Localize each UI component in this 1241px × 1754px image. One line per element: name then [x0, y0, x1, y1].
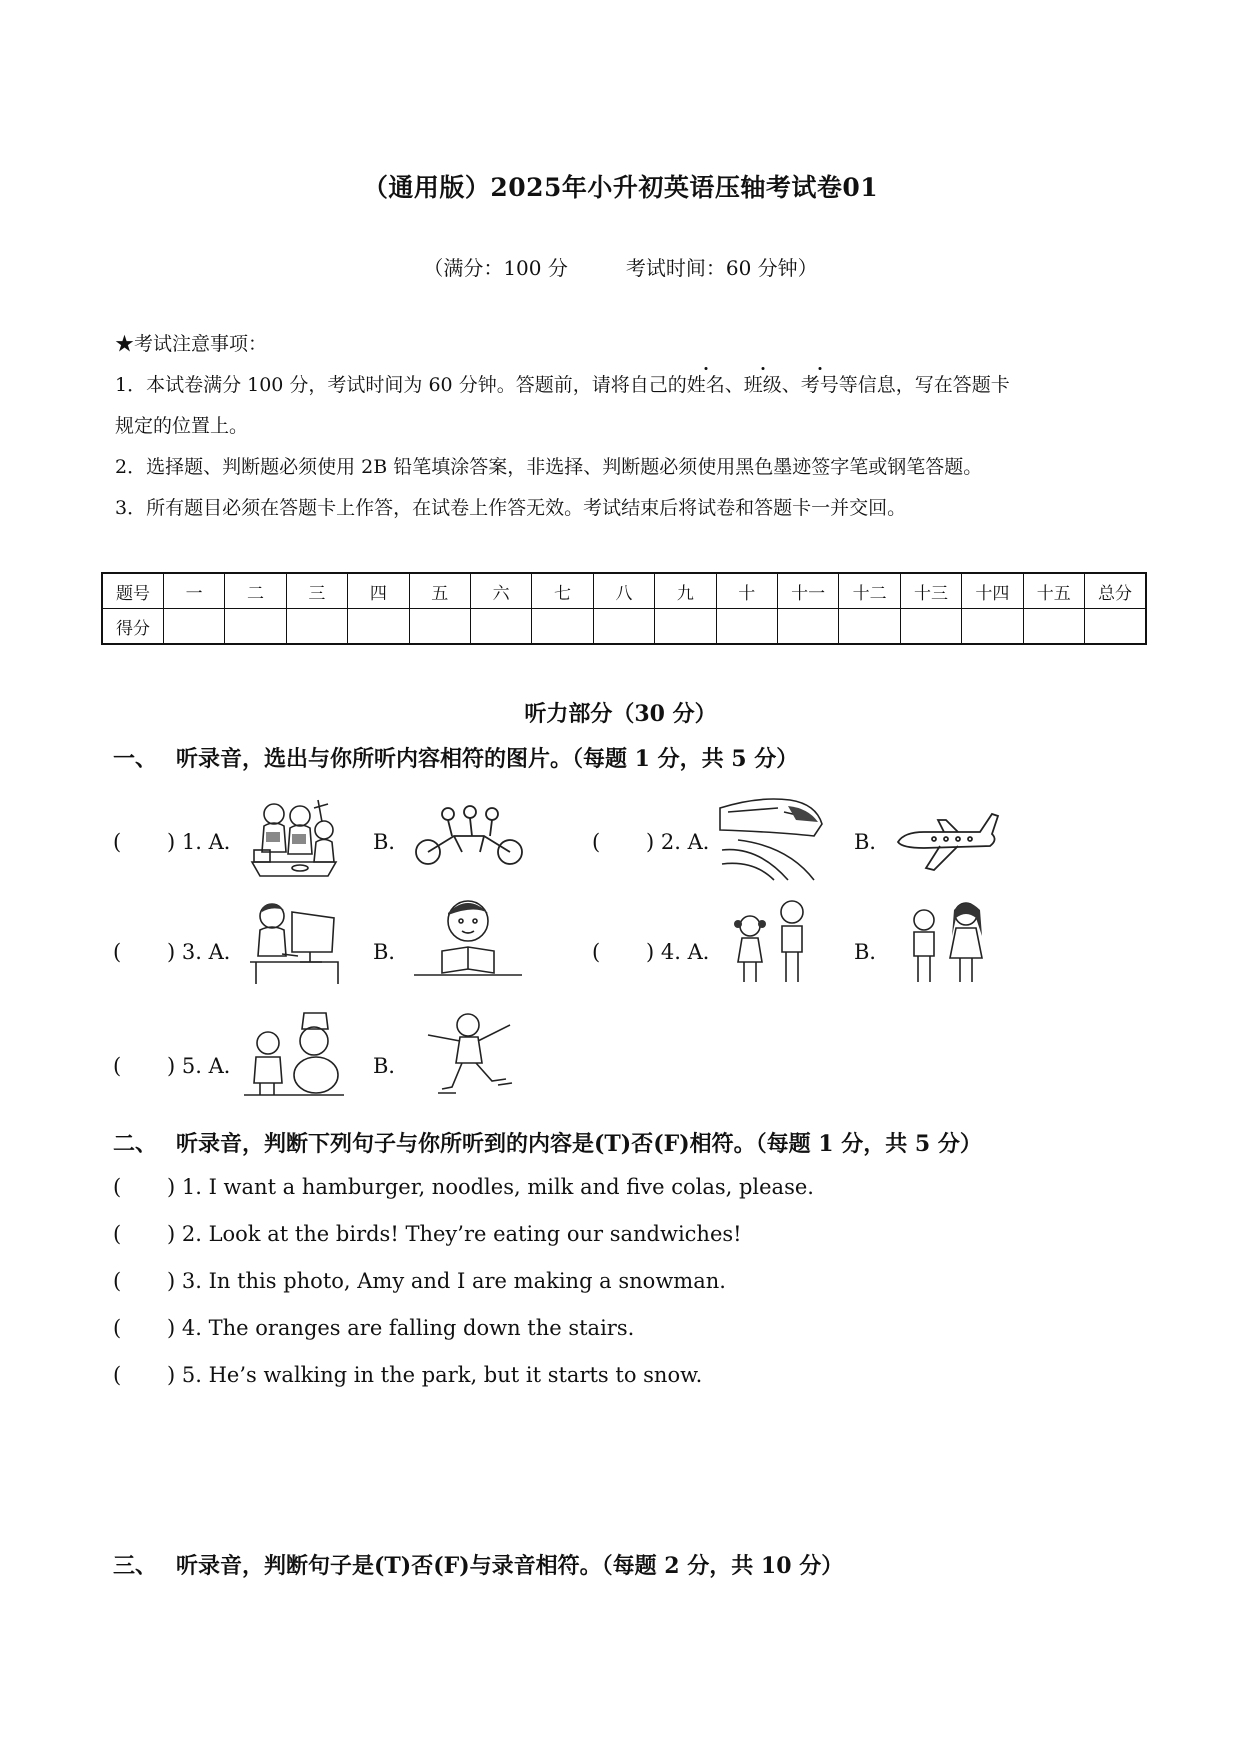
- girl-and-boy-icon: [726, 896, 816, 988]
- score-cell[interactable]: [163, 609, 224, 645]
- score-cell[interactable]: [777, 609, 838, 645]
- col-7: 七: [532, 573, 593, 609]
- col-15: 十五: [1023, 573, 1084, 609]
- score-cell[interactable]: [225, 609, 286, 645]
- part2-sentence-2: ( ) 2. Look at the birds! They’re eating our sandwiches!: [113, 1222, 742, 1246]
- boy-computer-icon: [246, 896, 342, 988]
- col-4: 四: [348, 573, 409, 609]
- part1-q5-b: B．: [373, 1054, 410, 1078]
- emphasis-name: 姓名: [686, 374, 725, 396]
- col-14: 十四: [962, 573, 1023, 609]
- part1-heading: 一、 听录音，选出与你所听内容相符的图片。（每题 1 分，共 5 分）: [113, 746, 799, 772]
- emphasis-class: 班级: [743, 374, 782, 396]
- part1-q2-label: ( ) 2. A．: [592, 830, 724, 854]
- score-cell[interactable]: [348, 609, 409, 645]
- score-cell[interactable]: [962, 609, 1023, 645]
- col-1: 一: [163, 573, 224, 609]
- col-12: 十二: [839, 573, 900, 609]
- col-13: 十三: [900, 573, 961, 609]
- score-cell[interactable]: [1085, 609, 1147, 645]
- part1-q2-b: B．: [854, 830, 891, 854]
- score-cell[interactable]: [470, 609, 531, 645]
- ice-skating-icon: [422, 1007, 518, 1099]
- part1-q3-label: ( ) 3. A．: [113, 940, 245, 964]
- exam-subtitle: [0, 252, 1241, 281]
- score-cell[interactable]: [532, 609, 593, 645]
- emphasis-id: 考号: [800, 374, 839, 396]
- row-label-score: 得分: [102, 609, 163, 645]
- boy-reading-icon: [414, 893, 522, 983]
- part2-heading: 二、 听录音，判断下列句子与你所听到的内容是(T)否(F)相符。（每题 1 分，共 5 分）: [113, 1131, 982, 1157]
- col-8: 八: [593, 573, 654, 609]
- boy-and-girl-icon: [902, 896, 992, 988]
- part1-q5-label: ( ) 5. A．: [113, 1054, 245, 1078]
- col-3: 三: [286, 573, 347, 609]
- part1-q4-b: B．: [854, 940, 891, 964]
- notes-heading: ★考试注意事项：: [115, 333, 268, 355]
- score-cell[interactable]: [286, 609, 347, 645]
- col-11: 十一: [777, 573, 838, 609]
- col-10: 十: [716, 573, 777, 609]
- part1-q3-b: B．: [373, 940, 410, 964]
- airplane-icon: [894, 808, 1002, 874]
- tandem-bicycle-icon: [414, 800, 524, 870]
- col-6: 六: [470, 573, 531, 609]
- family-picnic-icon: [244, 792, 344, 880]
- part1-q4-label: ( ) 4. A．: [592, 940, 724, 964]
- score-cell[interactable]: [839, 609, 900, 645]
- part2-sentence-4: ( ) 4. The oranges are falling down the stairs.: [113, 1316, 635, 1340]
- note-item-2: 2．选择题、判断题必须使用 2B 铅笔填涂答案，非选择、判断题必须使用黑色墨迹签字笔或钢笔答题。: [115, 456, 983, 478]
- score-header-row: [102, 573, 1146, 609]
- part3-heading: 三、 听录音，判断句子是(T)否(F)与录音相符。（每题 2 分，共 10 分）: [113, 1553, 844, 1579]
- score-cell[interactable]: [1023, 609, 1084, 645]
- part2-sentence-3: ( ) 3. In this photo, Amy and I are making a snowman.: [113, 1269, 726, 1293]
- score-value-row: [102, 609, 1146, 645]
- part1-q1-b: B．: [373, 830, 410, 854]
- col-9: 九: [655, 573, 716, 609]
- full-score: （满分：100 分: [423, 256, 568, 280]
- score-cell[interactable]: [716, 609, 777, 645]
- score-cell[interactable]: [900, 609, 961, 645]
- col-total: 总分: [1085, 573, 1147, 609]
- col-5: 五: [409, 573, 470, 609]
- part2-sentence-1: ( ) 1. I want a hamburger, noodles, milk and five colas, please.: [113, 1175, 814, 1199]
- score-table: [101, 572, 1147, 645]
- row-label-question: 题号: [102, 573, 163, 609]
- score-cell[interactable]: [593, 609, 654, 645]
- train-icon: [718, 790, 826, 882]
- note-item-3: 3．所有题目必须在答题卡上作答，在试卷上作答无效。考试结束后将试卷和答题卡一并交回。: [115, 497, 907, 519]
- snowman-icon: [244, 1007, 344, 1099]
- part1-q1-label: ( ) 1. A．: [113, 830, 245, 854]
- note-item-1-cont: 规定的位置上。: [115, 415, 249, 437]
- note-item-1: 1．本试卷满分 100 分，考试时间为 60 分钟。答题前，请将自己的姓名、班级、考号等信息，写在答题卡: [115, 374, 1010, 396]
- score-cell[interactable]: [409, 609, 470, 645]
- part2-sentence-5: ( ) 5. He’s walking in the park, but it starts to snow.: [113, 1363, 703, 1387]
- listening-section-title: 听力部分（30 分）: [524, 701, 717, 727]
- score-cell[interactable]: [655, 609, 716, 645]
- exam-title: （通用版）2025年小升初英语压轴考试卷01: [362, 173, 879, 202]
- exam-time: 考试时间：60 分钟）: [625, 256, 818, 280]
- col-2: 二: [225, 573, 286, 609]
- exam-notes: [115, 324, 1145, 529]
